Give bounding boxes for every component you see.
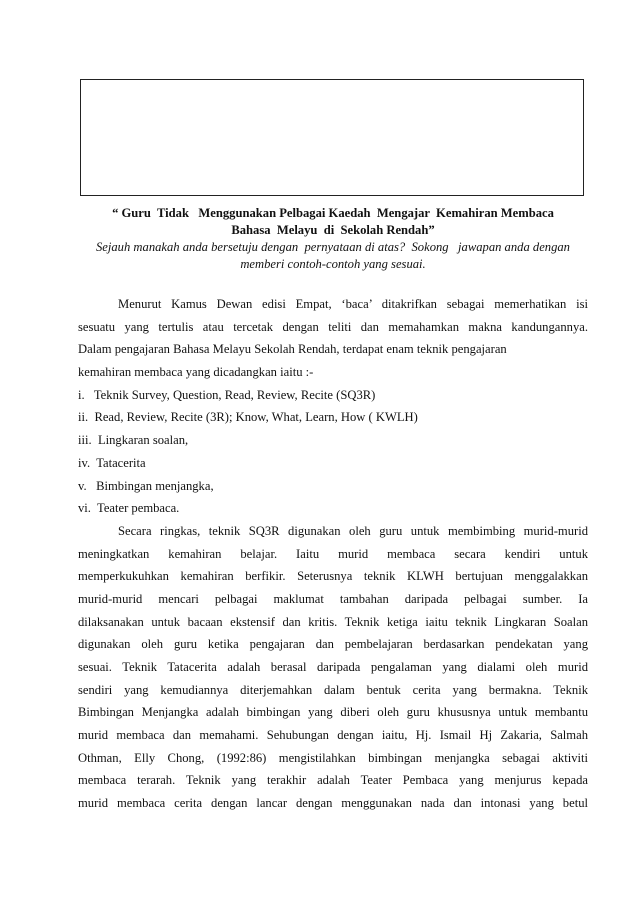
summary-line: sesuai. Teknik Tatacerita adalah berasal daripada pengalaman yang dialami oleh murid xyxy=(78,660,588,674)
summary-line: dilaksanakan untuk bacaan ekstensif dan kritis. Teknik ketiga iaitu teknik Lingkaran Soalan xyxy=(78,614,588,629)
summary-line: sendiri yang kemudiannya diterjemahkan dalam bentuk cerita yang bermakna. Teknik xyxy=(78,682,588,697)
blank-frame-box xyxy=(80,79,584,196)
summary-line: meningkatkan kemahiran belajar. Iaitu murid membaca secara kendiri untuk xyxy=(78,546,588,561)
list-item: ii. Read, Review, Recite (3R); Know, What, Learn, How ( KWLH) xyxy=(78,410,418,425)
list-item: i. Teknik Survey, Question, Read, Review, Recite (SQ3R) xyxy=(78,387,376,402)
summary-line: memperkukuhkan kemahiran berfikir. Seterusnya teknik KLWH bertujuan menggalakkan xyxy=(78,569,588,584)
summary-line: digunakan oleh guru ketika pengajaran dan pembelajaran berdasarkan pendekatan yang xyxy=(78,637,588,652)
summary-line: murid membaca cerita dengan lancar dengan menggunakan nada dan intonasi yang betul xyxy=(78,796,588,811)
intro-line: Dalam pengajaran Bahasa Melayu Sekolah Rendah, terdapat enam teknik pengajaran xyxy=(78,342,507,357)
summary-line: murid membaca dan memahami. Sehubungan dengan iaitu, Hj. Ismail Hj Zakaria, Salmah xyxy=(78,728,588,743)
summary-line: membaca terarah. Teknik yang terakhir adalah Teater Pembaca yang menjurus kepada xyxy=(78,773,588,788)
question-line-1: Sejauh manakah anda bersetuju dengan pernyataan di atas? Sokong jawapan anda dengan xyxy=(96,240,570,254)
summary-line: murid-murid mencari pelbagai maklumat tambahan daripada pelbagai sumber. Ia xyxy=(78,591,588,606)
list-item: iv. Tatacerita xyxy=(78,455,146,470)
list-item: v. Bimbingan menjangka, xyxy=(78,478,214,493)
list-item: vi. Teater pembaca. xyxy=(78,501,180,516)
body-text xyxy=(78,293,588,815)
summary-line: Bimbingan Menjangka adalah bimbingan yang diberi oleh guru khususnya untuk membantu xyxy=(78,705,588,720)
summary-line: Othman, Elly Chong, (1992:86) mengistilahkan bimbingan menjangka sebagai aktiviti xyxy=(78,750,588,765)
list-item: iii. Lingkaran soalan, xyxy=(78,433,189,448)
summary-line: Secara ringkas, teknik SQ3R digunakan oleh guru untuk membimbing murid-murid xyxy=(118,523,588,538)
intro-line: kemahiran membaca yang dicadangkan iaitu :- xyxy=(78,365,314,380)
intro-line: sesuatu yang tertulis atau tercetak dengan teliti dan memahamkan makna kandungannya. xyxy=(78,319,588,334)
title-line-2: Bahasa Melayu di Sekolah Rendah” xyxy=(231,223,435,237)
question-line-2: memberi contoh-contoh yang sesuai. xyxy=(240,257,426,271)
intro-line: Menurut Kamus Dewan edisi Empat, ‘baca’ ditakrifkan sebagai memerhatikan isi xyxy=(118,297,588,311)
title-line-1: “ Guru Tidak Menggunakan Pelbagai Kaedah Mengajar Kemahiran Membaca xyxy=(112,206,554,220)
title-block xyxy=(78,205,588,273)
